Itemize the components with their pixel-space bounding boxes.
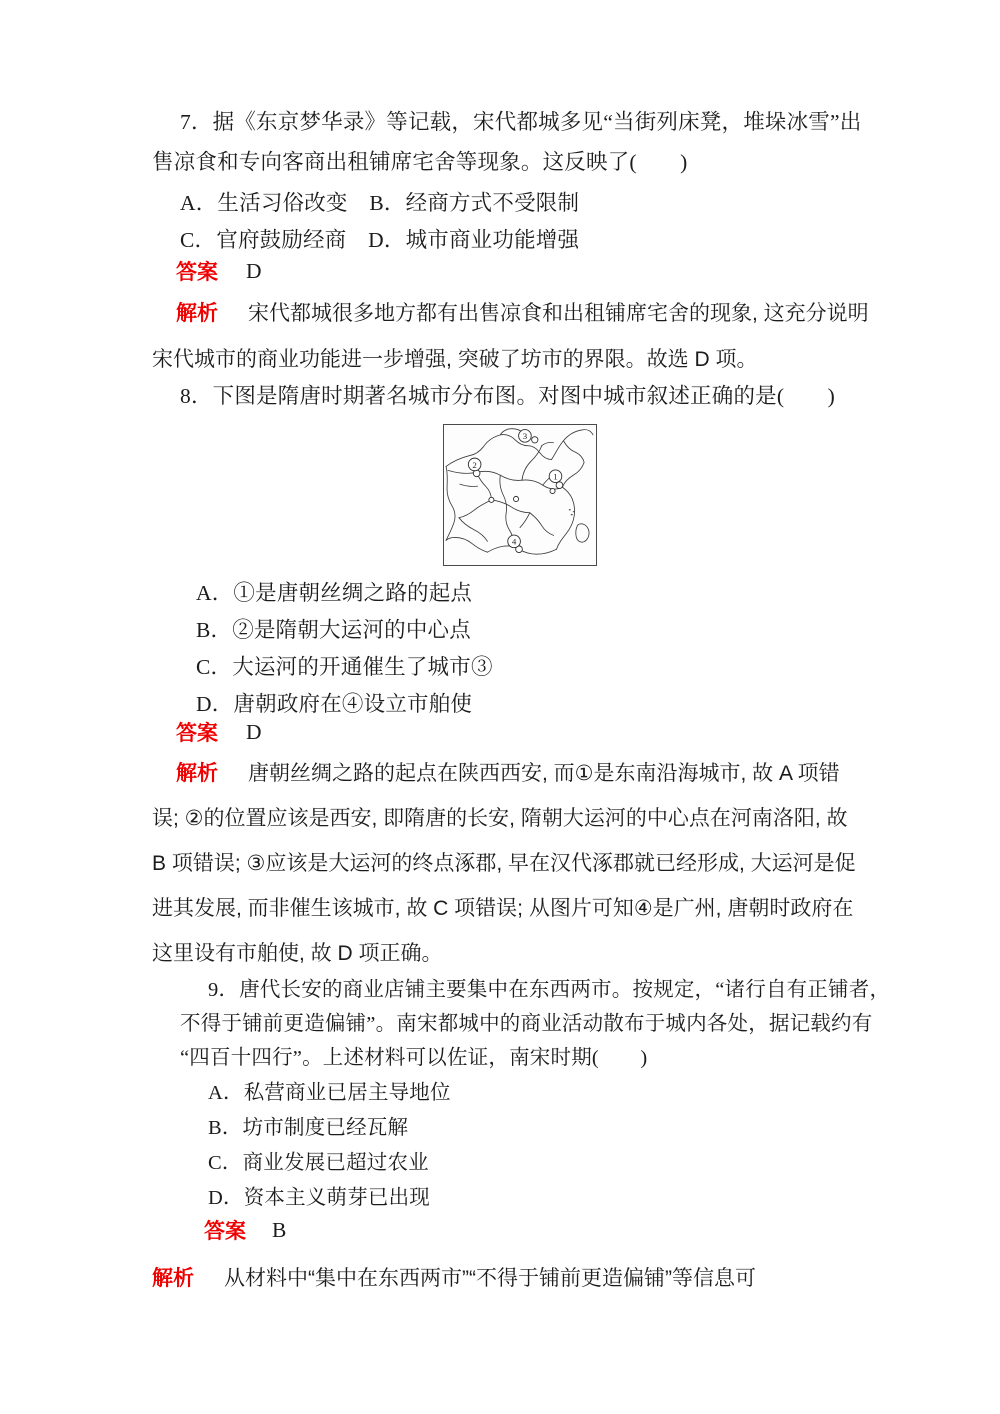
q7-options-line-2[interactable]: C．官府鼓励经商 D．城市商业功能增强	[180, 228, 580, 252]
q9-option-a[interactable]: A．私营商业已居主导地位	[208, 1082, 451, 1104]
q9-analysis-label: 解析	[152, 1267, 194, 1290]
marker-label-2: 2	[472, 459, 477, 470]
q7-analysis-line-1: 宋代都城很多地方都有出售凉食和出租铺席宅舍的现象, 这充分说明	[248, 302, 869, 325]
q9-stem-line-3: “四百十四行”。上述材料可以佐证，南宋时期( )	[180, 1047, 648, 1069]
q7-stem-line-2: 售凉食和专向客商出租铺席宅舍等现象。这反映了( )	[152, 150, 688, 174]
q8-analysis-line-4: 进其发展, 而非催生该城市, 故 C 项错误; 从图片可知④是广州, 唐朝时政府在	[152, 897, 854, 920]
q9-stem-line-2: 不得于铺前更造偏铺”。南宋都城中的商业活动散布于城内各处，据记载约有	[180, 1013, 873, 1035]
q9-option-d[interactable]: D．资本主义萌芽已出现	[208, 1187, 431, 1209]
city-dot-extra-b	[513, 496, 518, 501]
city-dot-3	[532, 437, 538, 443]
q7-answer-value: D	[246, 259, 262, 283]
q8-answer-value: D	[246, 720, 262, 744]
q9-option-c[interactable]: C．商业发展已超过农业	[208, 1152, 429, 1174]
q9-answer-label: 答案	[204, 1220, 246, 1243]
q8-option-d[interactable]: D．唐朝政府在④设立市舶使	[196, 692, 473, 716]
marker-label-4: 4	[511, 536, 517, 547]
q8-stem-line-1: 8．下图是隋唐时期著名城市分布图。对图中城市叙述正确的是( )	[180, 384, 835, 408]
q9-analysis-line-1: 从材料中“集中在东西两市”“不得于铺前更造偏铺”等信息可	[224, 1267, 756, 1290]
q7-options-line-1[interactable]: A．生活习俗改变 B．经商方式不受限制	[180, 191, 580, 215]
q8-analysis-label: 解析	[176, 762, 218, 785]
q7-stem-line-1: 7．据《东京梦华录》等记载，宋代都城多见“当街列床凳，堆垛冰雪”出	[180, 110, 862, 134]
q8-analysis-line-3: B 项错误; ③应该是大运河的终点涿郡, 早在汉代涿郡就已经形成, 大运河是促	[152, 852, 856, 875]
q9-option-b[interactable]: B．坊市制度已经瓦解	[208, 1117, 409, 1139]
q8-analysis-line-5: 这里设有市舶使, 故 D 项正确。	[152, 942, 443, 965]
city-dot-extra-a	[489, 497, 494, 502]
q8-analysis-line-2: 误; ②的位置应该是西安, 即隋唐的长安, 隋朝大运河的中心点在河南洛阳, 故	[152, 807, 848, 830]
q7-answer-label: 答案	[176, 261, 218, 284]
q8-option-c[interactable]: C．大运河的开通催生了城市③	[196, 655, 493, 679]
sui-tang-cities-map-figure	[443, 424, 597, 566]
q9-stem-line-1: 9．唐代长安的商业店铺主要集中在东西两市。按规定，“诸行自有正铺者，	[208, 979, 891, 1001]
q8-answer-label: 答案	[176, 722, 218, 745]
q8-option-b[interactable]: B．②是隋朝大运河的中心点	[196, 618, 471, 642]
city-dot-extra-c	[550, 488, 555, 493]
marker-label-1: 1	[553, 471, 558, 482]
map-drawing	[444, 425, 596, 565]
marker-label-3: 3	[522, 431, 528, 442]
q9-answer-value: B	[272, 1218, 287, 1242]
q8-option-a[interactable]: A．①是唐朝丝绸之路的起点	[196, 581, 473, 605]
q8-analysis-line-1: 唐朝丝绸之路的起点在陕西西安, 而①是东南沿海城市, 故 A 项错	[248, 762, 840, 785]
q7-analysis-label: 解析	[176, 302, 218, 325]
q7-analysis-line-2: 宋代城市的商业功能进一步增强, 突破了坊市的界限。故选 D 项。	[152, 348, 758, 371]
